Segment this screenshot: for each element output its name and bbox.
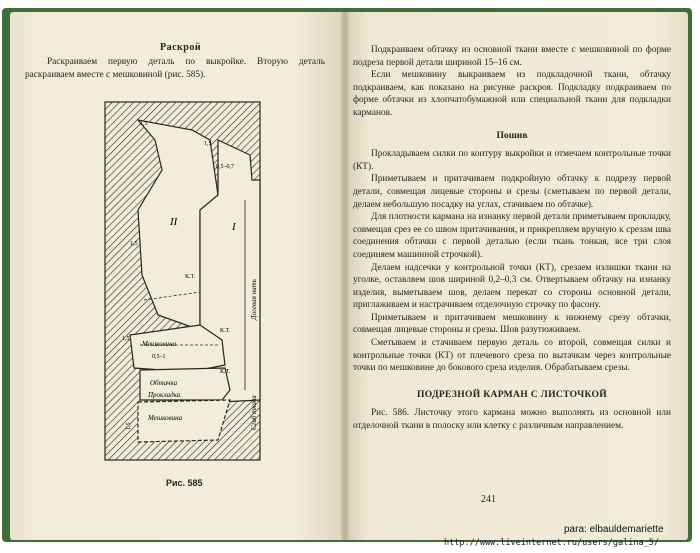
allowance-label: 1,5 [140,121,148,127]
section-heading-pocket: ПОДРЕЗНОЙ КАРМАН С ЛИСТОЧКОЙ [416,388,608,400]
paragraph: Прокладываем силки по контуру выкройки и отмечаем контрольные точки (КТ). [353,149,671,172]
paragraph: Если мешковину выкраиваем из подкладочной ткани, обтачку подкраиваем, как показано на рисунке раскроя. Подкладку подкраиваем по форме обтачки из хлопчатобумажной или специальной ткани для подкладки карманов. [353,70,671,118]
interfacing-label: Прокладка [148,391,181,399]
paragraph: Приметываем и притачиваем мешковину к нижнему срезу обтачки, совмещая лицевые стороны и срезы. Шов разутюживаем. [353,312,671,336]
paragraph: Приметываем и притачиваем подкройную обтачку к подрезу первой детали, совмещая лицевые стороны и срезы (сметываем по первой детали, делаем небольшую посадку на углах, стачиваем по обтачке). [353,174,671,210]
figure-caption: Рис. 585 [166,478,203,488]
piece-two-label: II [170,216,178,228]
paragraph: Делаем надсечки у контрольной точки (КТ), срезаем излишки ткани на уголке, оставляем шов шириной 0,2–0,3 см. Отвертываем обтачку на изнанку изделия, выметываем шов, делаем перекат со стороны основной детали, приглаживаем и настрачиваем отделочную строчку по фасону. [353,262,671,311]
piece-one-label: I [232,221,236,233]
paragraph: Для плотности кармана на изнанку первой детали приметываем прокладку, совмещая срез ее со швом притачивания, и прикрепляем вручную к срезам шва соединения обтачки с первой деталью (если ткань тонкая, все три слоя соединяем машинной строчкой). [353,212,671,260]
control-point-label: К.Т. [185,274,196,280]
allowance-label: 1,5 [204,141,212,147]
credit-watermark: para: elbauldemariette [564,524,664,535]
pocket-bag-label: Мешковина [142,340,177,348]
grain-label: Долевая нить [250,279,258,320]
paragraph: Рис. 586. Листочку этого кармана можно выполнять из основной или отделочной ткани в полоску или клетку с различным направлением. [353,408,671,432]
paragraph: Сметываем и стачиваем первую деталь со второй, совмещая силки и контрольные точки (КТ) от плечевого среза по вытачкам через контрольные точки по мешковине до бокового среза изделия. Обрабатываем срезы. [353,338,671,374]
page-number: 241 [481,494,496,505]
pocket-bag-label: Мешковина [148,414,183,422]
allowance-label: 0,5–0,7 [216,164,234,170]
section-heading-cutting: Раскрой [160,42,202,53]
paragraph: Подкраиваем обтачку из основной ткани вместе с мешковиной по форме подреза первой детали шириной 15–16 см. [353,45,671,68]
allowance-label: 0,5–1 [152,354,166,360]
facing-label: Обтачка [150,379,178,387]
cutting-intro-text: Раскраиваем первую деталь по выкройке. Вторую деталь раскраиваем вместе с мешковиной (рис. 585). [25,57,325,80]
subheading-sewing: Пошив [496,129,528,141]
source-url-watermark: http://www.liveinternet.ru/users/galina_5/ [444,538,659,548]
cutting-intro [25,56,325,82]
control-point-label: К.Т. [220,369,231,375]
book-spine [341,12,349,540]
allowance-label: 1,5 [122,336,130,342]
allowance-label: 1,5 [130,241,138,247]
fold-label: Сгиб ткани [250,395,258,430]
control-point-label: К.Т. [220,328,231,334]
allowance-label: 1,5 [126,422,132,430]
right-page-text [353,44,671,433]
pattern-diagram [100,100,270,465]
